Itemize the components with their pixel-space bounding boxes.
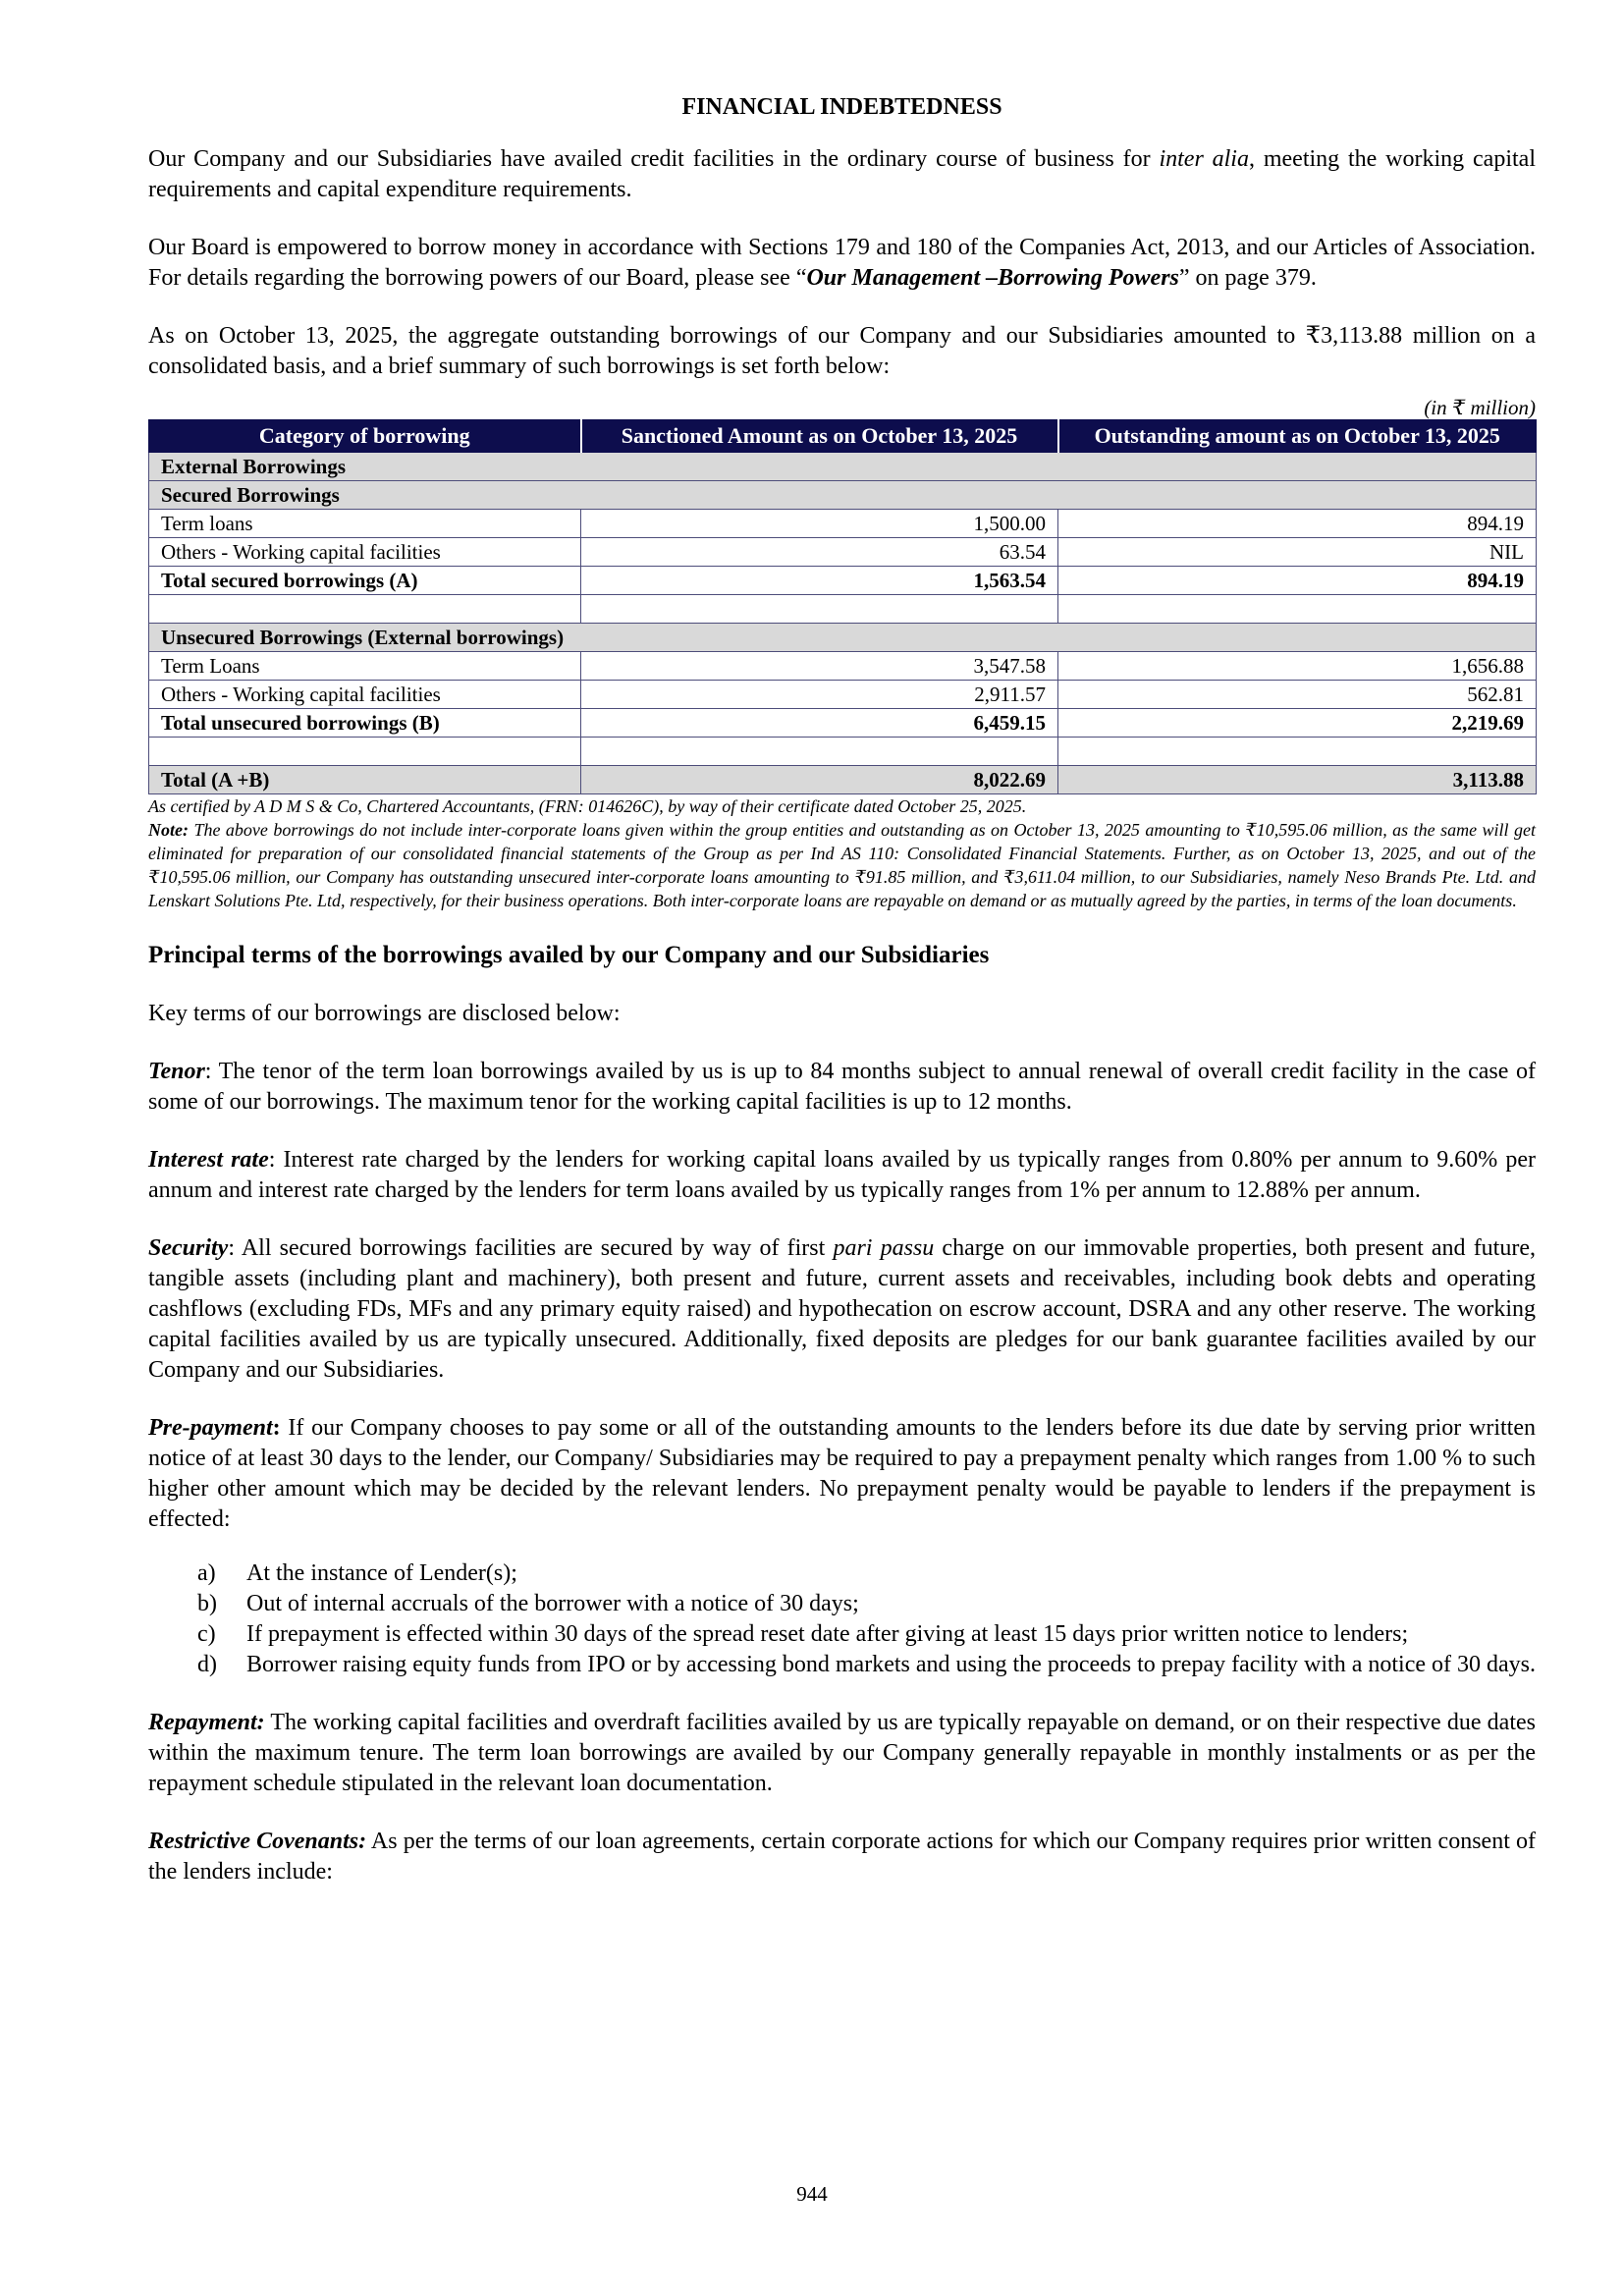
table-row (149, 538, 1537, 567)
page-content (148, 94, 1536, 1915)
list-item (148, 1558, 1536, 1589)
cell-outstanding: 562.81 (1058, 681, 1537, 709)
table-row (149, 510, 1537, 538)
cell-sanctioned: 8,022.69 (581, 766, 1058, 794)
cell-outstanding: 894.19 (1058, 567, 1537, 595)
intro-text-end: , meeting the working capital requirements and capital expenditure requirements. (148, 146, 1536, 202)
interest-text: : Interest rate charged by the lenders for working capital loans availed by us typically ranges from 0.80% per annum to 9.60% per annum and interest rate charged by the lenders for term loans availed by us typically ranges from 1% per annum to 12.88% per annum. (148, 1147, 1536, 1203)
interest-paragraph (148, 1145, 1536, 1206)
cell-outstanding: 1,656.88 (1058, 652, 1537, 681)
header-sanctioned: Sanctioned Amount as on October 13, 2025 (581, 420, 1058, 453)
list-item-text: Out of internal accruals of the borrower with a notice of 30 days; (246, 1591, 859, 1616)
board-powers-paragraph (148, 233, 1536, 294)
header-outstanding: Outstanding amount as on October 13, 2025 (1058, 420, 1537, 453)
cell-category: Total (A +B) (149, 766, 581, 794)
total-row-secured (149, 567, 1537, 595)
cell-outstanding: 3,113.88 (1058, 766, 1537, 794)
blank-row (149, 595, 1537, 624)
restrictive-covenants-paragraph (148, 1827, 1536, 1887)
note-label: Note: (148, 820, 189, 840)
cell-category: Others - Working capital facilities (149, 538, 581, 567)
table-footnote (148, 818, 1536, 912)
repayment-label: Repayment: (148, 1710, 265, 1735)
cell-sanctioned: 1,500.00 (581, 510, 1058, 538)
table-row (149, 652, 1537, 681)
cross-reference-link: Our Management –Borrowing Powers (806, 265, 1179, 291)
repayment-text: The working capital facilities and overdraft facilities availed by us are typically repayable on demand, or on their respective due dates within the maximum tenure. The term loan borrowings are availed by our Company generally repayable in monthly instalments or as per the repayment schedule stipulated in the relevant loan documentation. (148, 1710, 1536, 1796)
security-text-end: charge on our immovable properties, both present and future, tangible assets (including plant and machinery), both present and future, current assets and receivables, including book debts and operating cashflows (excluding FDs, MFs and any primary equity raised) and hypothecation on escrow account, DSRA and any other reserve. The working capital facilities availed by us are typically unsecured. Additionally, fixed deposits are pledges for our bank guarantee facilities availed by our Company and our Subsidiaries. (148, 1235, 1536, 1383)
borrowings-table (148, 419, 1537, 794)
certification-note: As certified by A D M S & Co, Chartered Accountants, (FRN: 014626C), by way of their certificate dated October 25, 2025. (148, 796, 1027, 816)
cell-category: Others - Working capital facilities (149, 681, 581, 709)
page-number: 944 (796, 2182, 828, 2206)
list-item-text: If prepayment is effected within 30 days of the spread reset date after giving at least 15 days prior written notice to lenders; (246, 1621, 1409, 1647)
blank-row (149, 738, 1537, 766)
cell-sanctioned: 6,459.15 (581, 709, 1058, 738)
board-text-start: Our Board is empowered to borrow money in accordance with Sections 179 and 180 of the Companies Act, 2013, and our Articles of Association. For details regarding the borrowing powers of our Board, please see “ (148, 235, 1536, 291)
restrictive-label: Restrictive Covenants: (148, 1829, 367, 1854)
intro-text-start: Our Company and our Subsidiaries have availed credit facilities in the ordinary course of business for (148, 146, 1160, 172)
security-paragraph (148, 1233, 1536, 1386)
section-row-external (149, 453, 1537, 481)
page-title: FINANCIAL INDEBTEDNESS (681, 94, 1002, 120)
cell-category: Total unsecured borrowings (B) (149, 709, 581, 738)
intro-paragraph (148, 144, 1536, 205)
prepayment-colon: : (272, 1415, 281, 1441)
interest-label: Interest rate (148, 1147, 269, 1173)
grand-total-row (149, 766, 1537, 794)
list-item (148, 1589, 1536, 1619)
prepayment-text: If our Company chooses to pay some or all of the outstanding amounts to the lenders before its due date by serving prior written notice of at least 30 days to the lender, our Company/ Subsidiaries may be required to pay a prepayment penalty which ranges from 1.00 % to such higher other amount which may be decided by the relevant lenders. No prepayment penalty would be payable to lenders if the prepayment is effected: (148, 1415, 1536, 1532)
repayment-paragraph (148, 1708, 1536, 1799)
list-item (148, 1650, 1536, 1680)
note-text: The above borrowings do not include inter-corporate loans given within the group entities and outstanding as on October 13, 2025 amounting to ₹10,595.06 million, as the same will get eliminated for preparation of our consolidated financial statements of the Group as per Ind AS 110: Consolidated Financial Statements. Further, as on October 13, 2025, and out of the ₹10,595.06 million, our Company has outstanding unsecured inter-corporate loans amounting to ₹91.85 million, and ₹3,611.04 million, to our Subsidiaries, namely Neso Brands Pte. Ltd. and Lenskart Solutions Pte. Ltd, respectively, for their business operations. Both inter-corporate loans are repayable on demand or as mutually agreed by the parties, in terms of the loan documents. (148, 820, 1536, 910)
security-emphasis: pari passu (833, 1235, 935, 1261)
prepayment-label: Pre-payment (148, 1415, 273, 1441)
list-marker: d) (197, 1652, 217, 1677)
prepayment-paragraph (148, 1413, 1536, 1535)
table-unit-label: (in ₹ million) (1424, 396, 1536, 419)
security-text-start: : All secured borrowings facilities are secured by way of first (228, 1235, 834, 1261)
board-text-end: ” on page 379. (1178, 265, 1317, 291)
restrictive-text: As per the terms of our loan agreements, certain corporate actions for which our Company requires prior written consent of the lenders include: (148, 1829, 1536, 1885)
tenor-label: Tenor (148, 1059, 205, 1084)
table-row (149, 681, 1537, 709)
total-row-unsecured (149, 709, 1537, 738)
key-terms-intro: Key terms of our borrowings are disclosed below: (148, 1001, 621, 1026)
list-marker: c) (197, 1621, 216, 1647)
list-item-text: Borrower raising equity funds from IPO or by accessing bond markets and using the proceeds to prepay facility with a notice of 30 days. (246, 1652, 1537, 1677)
aggregate-borrowings-paragraph: As on October 13, 2025, the aggregate outstanding borrowings of our Company and our Subsidiaries amounted to ₹3,113.88 million on a consolidated basis, and a brief summary of such borrowings is set forth below: (148, 323, 1536, 379)
tenor-paragraph (148, 1057, 1536, 1118)
list-marker: a) (197, 1560, 216, 1586)
cell-sanctioned: 3,547.58 (581, 652, 1058, 681)
section-label: Unsecured Borrowings (External borrowings) (149, 624, 1537, 652)
cell-sanctioned: 2,911.57 (581, 681, 1058, 709)
list-item-text: At the instance of Lender(s); (246, 1560, 517, 1586)
cell-outstanding: 894.19 (1058, 510, 1537, 538)
prepayment-conditions-list (148, 1558, 1536, 1680)
cell-category: Total secured borrowings (A) (149, 567, 581, 595)
list-marker: b) (197, 1591, 217, 1616)
section-label: External Borrowings (149, 453, 1537, 481)
cell-category: Term loans (149, 510, 581, 538)
table-header-row (149, 420, 1537, 453)
section-label: Secured Borrowings (149, 481, 1537, 510)
cell-outstanding: NIL (1058, 538, 1537, 567)
cell-sanctioned: 1,563.54 (581, 567, 1058, 595)
section-row-unsecured (149, 624, 1537, 652)
header-category: Category of borrowing (149, 420, 581, 453)
cell-outstanding: 2,219.69 (1058, 709, 1537, 738)
list-item (148, 1619, 1536, 1650)
principal-terms-heading: Principal terms of the borrowings availed by our Company and our Subsidiaries (148, 942, 990, 968)
tenor-text: : The tenor of the term loan borrowings availed by us is up to 84 months subject to annual renewal of overall credit facility in the case of some of our borrowings. The maximum tenor for the working capital facilities is up to 12 months. (148, 1059, 1536, 1115)
section-row-secured (149, 481, 1537, 510)
cell-category: Term Loans (149, 652, 581, 681)
intro-emphasis: inter alia (1159, 146, 1249, 172)
security-label: Security (148, 1235, 229, 1261)
cell-sanctioned: 63.54 (581, 538, 1058, 567)
